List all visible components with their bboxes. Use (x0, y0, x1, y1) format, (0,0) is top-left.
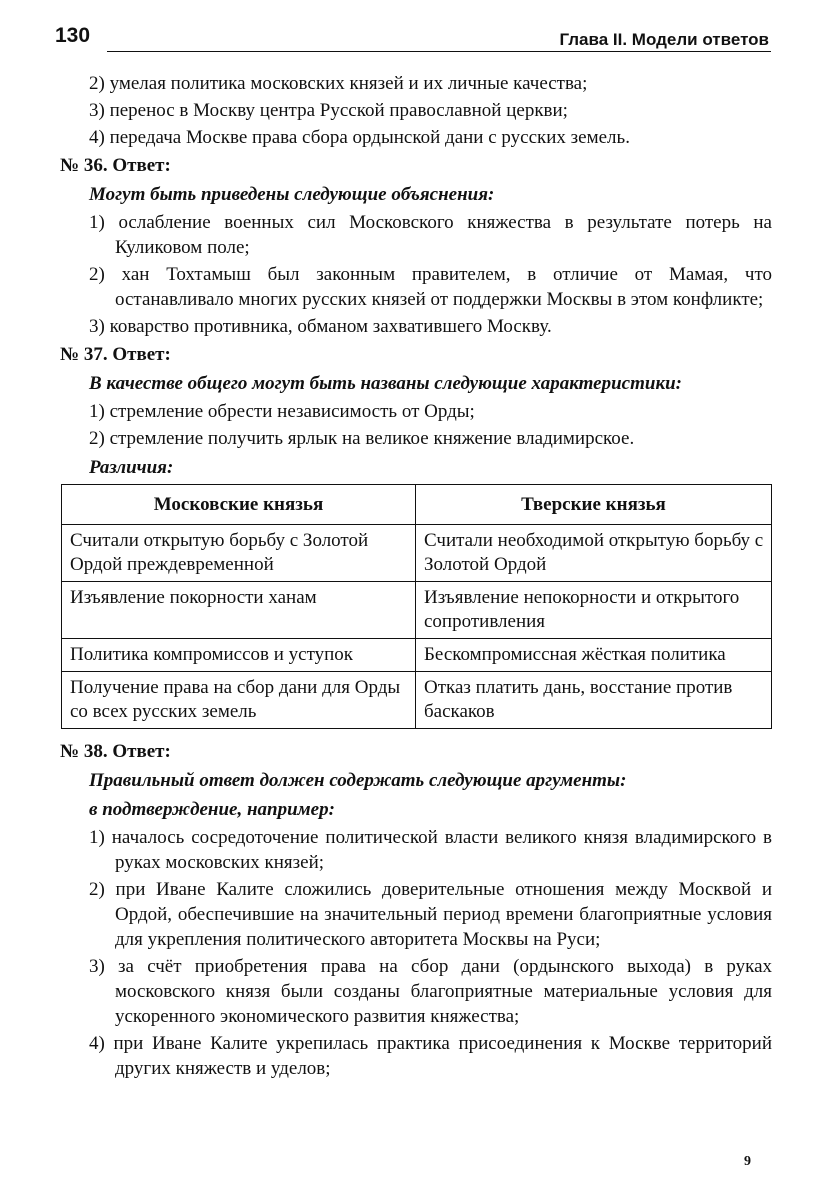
q36-item-2: 2) хан Тохтамыш был законным правителем, в отличие от Мамая, что останавливало многих русских князей от поддержки Москвы в этом конфликте; (89, 264, 772, 310)
header-rule (107, 51, 771, 52)
table-header-moscow: Московские князья (62, 485, 416, 525)
table-cell: Изъявление непокорности и открытого сопротивления (416, 582, 772, 639)
page-body (60, 71, 772, 1083)
table-cell: Политика компромиссов и уступок (62, 639, 416, 672)
intro-item-4: 4) передача Москве права сбора ордынской дани с русских земель. (89, 127, 630, 148)
q37-item-1: 1) стремление обрести независимость от Орды; (89, 401, 475, 422)
q36-subheading: Могут быть приведены следующие объяснения: (89, 184, 495, 205)
table-cell: Изъявление покорности ханам (62, 582, 416, 639)
table-header-tver: Тверские князья (416, 485, 772, 525)
intro-item-2: 2) умелая политика московских князей и их личные качества; (89, 73, 588, 94)
q38-item-3: 3) за счёт приобретения права на сбор дани (ордынского выхода) в руках московского князя были созданы благоприятные материальные условия для ускоренного экономического развития княжества; (89, 956, 772, 1027)
table-row (62, 525, 772, 582)
table-cell: Отказ платить дань, восстание против баскаков (416, 672, 772, 729)
q38-item-2: 2) при Иване Калите сложились доверительные отношения между Москвой и Ордой, обеспечившие на значительный период времени благоприятные условия для укрепления политического авторитета Москвы на Руси; (89, 879, 772, 950)
q36-heading: № 36. Ответ: (60, 155, 171, 176)
intro-item-3: 3) перенос в Москву центра Русской православной церкви; (89, 100, 568, 121)
chapter-title: Глава II. Модели ответов (559, 30, 769, 49)
q37-item-2: 2) стремление получить ярлык на великое княжение владимирское. (89, 428, 635, 449)
table-cell: Бескомпромиссная жёсткая политика (416, 639, 772, 672)
q36-item-1: 1) ослабление военных сил Московского княжества в результате потерь на Куликовом поле; (89, 212, 772, 258)
q37-subheading: В качестве общего могут быть названы следующие характеристики: (89, 373, 682, 394)
q38-subheading-confirm: в подтверждение, например: (89, 799, 335, 820)
q37-differences-label: Различия: (89, 457, 174, 478)
q38-heading: № 38. Ответ: (60, 741, 171, 762)
q38-subheading: Правильный ответ должен содержать следующие аргументы: (89, 770, 627, 791)
q38-item-1: 1) началось сосредоточение политической власти великого князя владимирского в руках московских князей; (89, 827, 772, 873)
table-cell: Считали открытую борьбу с Золотой Ордой преждевременной (62, 525, 416, 582)
comparison-table (61, 484, 772, 729)
q37-heading: № 37. Ответ: (60, 344, 171, 365)
q38-item-4: 4) при Иване Калите укрепилась практика присоединения к Москве территорий других княжеств и уделов; (89, 1033, 772, 1079)
table-cell: Получение права на сбор дани для Орды со всех русских земель (62, 672, 416, 729)
table-row (62, 582, 772, 639)
page-number: 130 (55, 24, 91, 47)
signature-mark: 9 (744, 1154, 751, 1169)
q36-item-3: 3) коварство противника, обманом захватившего Москву. (89, 316, 552, 337)
table-cell: Считали необходимой открытую борьбу с Золотой Ордой (416, 525, 772, 582)
table-row (62, 639, 772, 672)
table-header-row (62, 485, 772, 525)
table-row (62, 672, 772, 729)
